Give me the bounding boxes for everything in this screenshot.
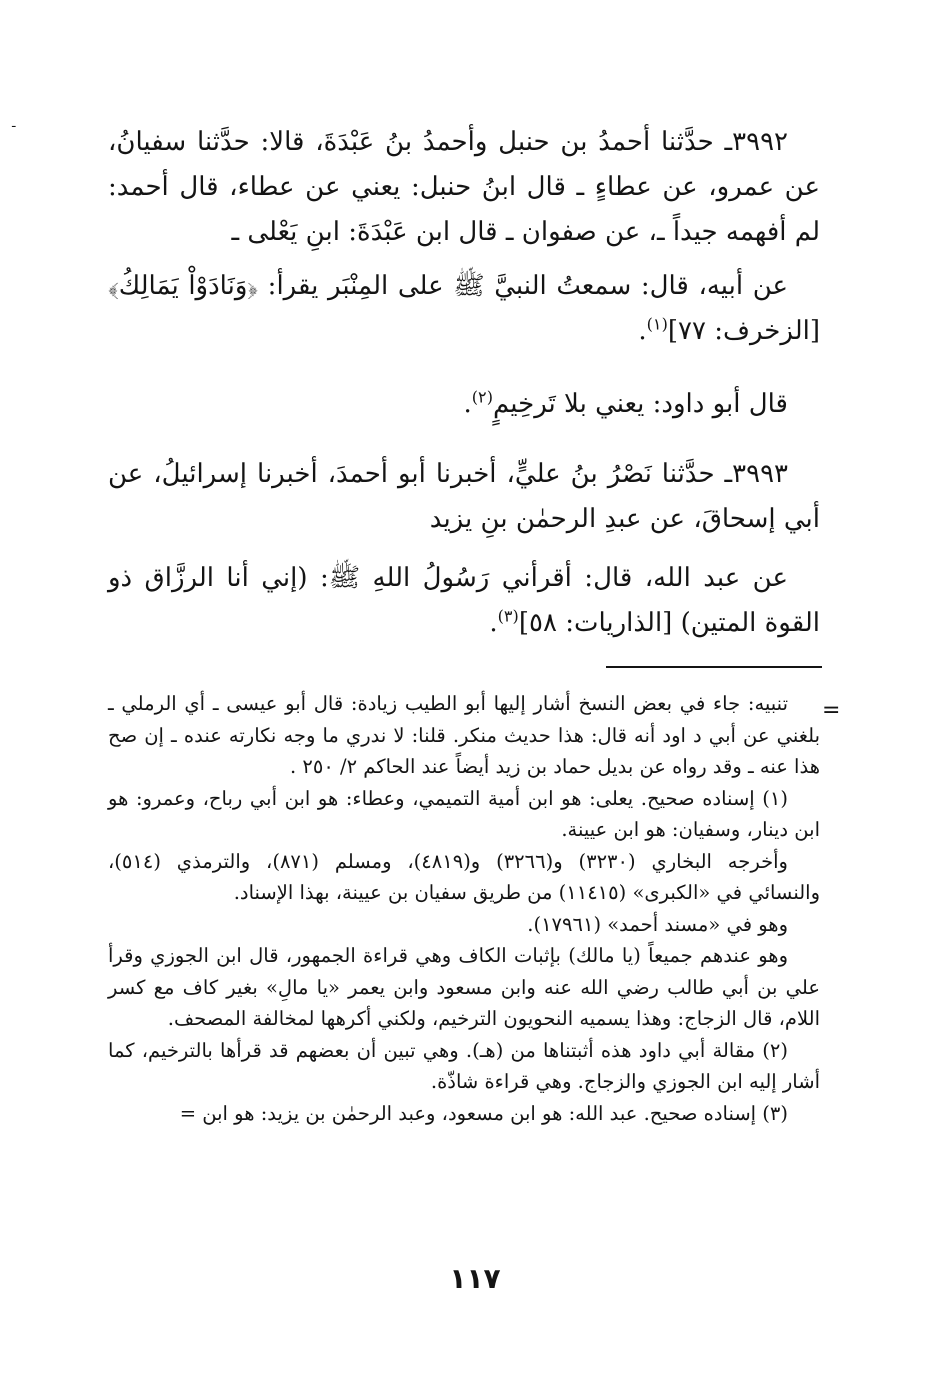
hadith-3993-chain: ٣٩٩٣ـ حدَّثنا نَصْرُ بنُ عليٍّ، أخبرنا أبو أحمدَ، أخبرنا إسرائيلُ، عن أبي إسحاقَ، عن عبدِ الرحمٰن بنِ يزيد bbox=[108, 459, 820, 534]
footnote-ref-2: (٢) bbox=[471, 387, 493, 407]
hadith-3993-text: عن عبد الله، قال: أقرأني رَسُولُ اللهِ ﷺ: (إني أنا الرزَّاق ذو القوة المتين) [الذاريات: ٥٨] bbox=[108, 563, 820, 638]
hadith-3992-matn: عن أبيه، قال: سمعتُ النبيَّ ﷺ على المِنْبَر يقرأ: ﴿وَنَادَوْاْ يَمَالِكُ﴾ [الزخرف: ٧٧]$^{(١)}$. bbox=[108, 271, 820, 346]
footnote-2: (٢) مقالة أبي داود هذه أثبتناها من (هـ). وهي تبين أن بعضهم قد قرأها بالترخيم، كما أشار إليه ابن الجوزي والزجاج. وهي قراءة شاذّة. bbox=[108, 1038, 820, 1093]
hadith-3992-chain: ٣٩٩٢ـ حدَّثنا أحمدُ بن حنبل وأحمدُ بنُ عَبْدَةَ، قالا: حدَّثنا سفيانُ، عن عمرو، عن عطاءٍ ـ قال ابنُ حنبل: يعني عن عطاء، قال أحمد: لم أفهمه جيداً ـ، عن صفوان ـ قال ابن عَبْدَةَ: ابنِ يَعْلى ـ bbox=[108, 127, 820, 247]
book-page: ـ ٣٩٩٢ـ حدَّثنا أحمدُ بن حنبل وأحمدُ بنُ عَبْدَةَ، قالا: حدَّثنا سفيانُ، عن عمرو، عن عطاءٍ ـ قال ابنُ حنبل: يعني عن عطاء، قال أحمد: لم أفهمه جيداً ـ، عن صفوان ـ قال ابن عَبْدَةَ: ابنِ يَعْلى ـ عن أبيه، قال: سمعتُ النبيَّ ﷺ على المِنْبَر يقرأ: ﴿وَنَادَوْاْ يَمَالِكُ﴾ [الزخرف: ٧٧]$^{(١)}$. قال أبو داود: يعني بلا تَرخِيمٍ$^{(٢)}$. ٣٩٩٣ـ حدَّثنا نَصْرُ بنُ عليٍّ، أخبرنا أبو أحمدَ، أخبرنا إسرائيلُ، عن أبي إسحاقَ، عن عبدِ الرحمٰن بنِ يزيد عن عبد الله، قال: أقرأني رَسُولُ اللهِ ﷺ: (إني أنا الرزَّاق ذو القوة المتين) [الذاريات: ٥٨]$^{(٣)}$. = تنبيه: جاء في بعض النسخ أشار إليها أبو الطيب زيادة: قال أبو عيسى ـ أي الرملي ـ بلغني عن أبي د اود أنه قال: هذا حديث منكر. قلنا: لا ندري ما وجه نكارته عنده ـ إن صح هذا عنه ـ وقد رواه عن بديل حماد بن زيد أيضاً عند الحاكم ٢/ ٢٥٠ . (١) إسناده صحيح. يعلى: هو ابن أمية التميمي، وعطاء: هو ابن أبي رباح، وعمرو: هو ابن دينار، وسفيان: هو ابن عيينة. وأخرجه البخاري (٣٢٣٠) و(٣٢٦٦) و(٤٨١٩)، ومسلم (٨٧١)، والترمذي (٥١٤)، والنسائي في «الكبرى» (١١٤١٥) من طريق سفيان بن عيينة، بهذا الإسناد. وهو في «مسند أحمد» (١٧٩٦١). وهو عندهم جميعاً (يا مالك) بإثبات الكاف وهي قراءة الجمهور، قال ابن الجوزي وقرأ علي بن أبي طالب رضي الله عنه وابن مسعود وابن يعمر «يا مالِ» بغير كاف مع كسر اللام، قال الزجاج: وهذا يسميه النحويون الترخيم، ولكني أكرهها لمخالفة المصحف. (٢) مقالة أبي داود هذه أثبتناها من (هـ). وهي تبين أن بعضهم قد قرأها بالترخيم، كما أشار إليه ابن الجوزي والزجاج. وهي قراءة شاذّة. (٣) إسناده صحيح. عبد الله: هو ابن مسعود، وعبد الرحمٰن بن يزيد: هو ابن = ١١٧ bbox=[0, 0, 950, 1378]
footnote-3: (٣) إسناده صحيح. عبد الله: هو ابن مسعود، وعبد الرحمٰن بن يزيد: هو ابن = bbox=[179, 1101, 788, 1125]
footnote-1-takhrij: وأخرجه البخاري (٣٢٣٠) و(٣٢٦٦) و(٤٨١٩)، ومسلم (٨٧١)، والترمذي (٥١٤)، والنسائي في «الكبرى» (١١٤١٥) من طريق سفيان بن عيينة، بهذا الإسناد. bbox=[108, 849, 820, 904]
footnote-ref-3: (٣) bbox=[497, 606, 519, 626]
footnote-1-qiraat: وهو عندهم جميعاً (يا مالك) بإثبات الكاف وهي قراءة الجمهور، قال ابن الجوزي وقرأ علي بن أبي طالب رضي الله عنه وابن مسعود وابن يعمر «يا مالِ» بغير كاف مع كسر اللام، قال الزجاج: وهذا يسميه النحويون الترخيم، ولكني أكرهها لمخالفة المصحف. bbox=[108, 944, 820, 1030]
footnote-1: (١) إسناده صحيح. يعلى: هو ابن أمية التميمي، وعطاء: هو ابن أبي رباح، وعمرو: هو ابن دينار، وسفيان: هو ابن عيينة. bbox=[108, 786, 820, 841]
footnote-separator bbox=[606, 666, 822, 668]
hadith-3992-text: عن أبيه، قال: سمعتُ النبيَّ ﷺ على المِنْبَر يقرأ: ﴿وَنَادَوْاْ يَمَالِكُ﴾ [الزخرف: ٧٧] bbox=[108, 271, 820, 346]
hadith-3992-isnad bbox=[108, 120, 820, 255]
abu-dawud-text: قال أبو داود: يعني بلا تَرخِيمٍ bbox=[492, 389, 788, 419]
page-number: ١١٧ bbox=[449, 1262, 501, 1295]
hadith-3993-isnad bbox=[108, 452, 820, 542]
continuation-mark: = bbox=[822, 698, 841, 723]
footnotes bbox=[108, 688, 820, 1129]
footnote-ref-1: (١) bbox=[646, 314, 668, 334]
footnote-1-musnad: وهو في «مسند أحمد» (١٧٩٦١). bbox=[527, 912, 788, 936]
hadith-3993-matn: عن عبد الله، قال: أقرأني رَسُولُ اللهِ ﷺ: (إني أنا الرزَّاق ذو القوة المتين) [الذاريات: ٥٨]$^{(٣)}$. bbox=[108, 563, 820, 638]
abu-dawud-comment: قال أبو داود: يعني بلا تَرخِيمٍ$^{(٢)}$. bbox=[463, 387, 788, 419]
footnote-tanbih: تنبيه: جاء في بعض النسخ أشار إليها أبو الطيب زيادة: قال أبو عيسى ـ أي الرملي ـ بلغني عن أبي د اود أنه قال: هذا حديث منكر. قلنا: لا ندري ما وجه نكارته عنده ـ إن صح هذا عنه ـ وقد رواه عن بديل حماد بن زيد أيضاً عند الحاكم ٢/ ٢٥٠ . bbox=[108, 692, 820, 778]
